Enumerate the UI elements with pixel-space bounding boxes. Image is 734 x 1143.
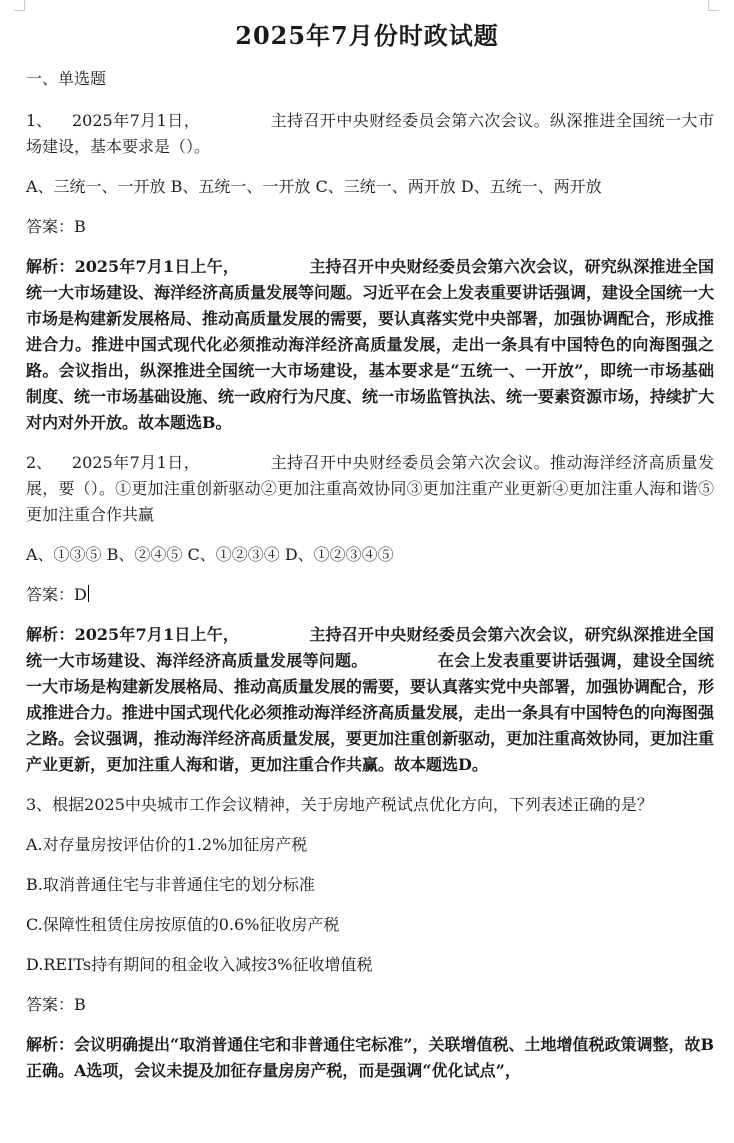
question-3-stem: 3、根据2025中央城市工作会议精神，关于房地产税试点优化方向，下列表述正确的是？ xyxy=(26,795,653,814)
question-3-option-d: D.REITs持有期间的租金收入减按3%征收增值税 xyxy=(26,955,373,974)
margin-corner-mark xyxy=(708,0,719,11)
section-heading: 一、单选题 xyxy=(26,69,107,88)
text-cursor xyxy=(88,585,89,602)
question-2-options: A、①③⑤ B、②④⑤ C、①②③④ D、①②③④⑤ xyxy=(26,545,394,564)
document-title: 2025年7月份时政试题 xyxy=(235,21,499,50)
question-1-stem: 1、 2025年7月1日， 主持召开中央财经委员会第六次会议。纵深推进全国统一大市场建设，基本要求是（）。 xyxy=(26,111,714,156)
question-3-answer: 答案：B xyxy=(26,995,86,1014)
question-2-answer: 答案：D xyxy=(26,585,87,604)
question-2-explanation: 解析：2025年7月1日上午， 主持召开中央财经委员会第六次会议，研究纵深推进全国统一大市场建设、海洋经济高质量发展等问题。 在会上发表重要讲话强调，建设全国统一大市场是构建新发展格局、推动高质量发展的需要，要认真落实党中央部署，加强协调配合，形成推进合力。推进中国式现代化必须推动海洋经济高质量发展，走出一条具有中国特色的向海图强之路。会议强调，推动海洋经济高质量发展，要更加注重创新驱动，更加注重高效协同，更加注重产业更新，更加注重人海和谐，更加注重合作共赢。故本题选D。 xyxy=(26,625,715,774)
question-1-options: A、三统一、一开放 B、五统一、一开放 C、三统一、两开放 D、五统一、两开放 xyxy=(26,177,602,196)
question-1-explanation: 解析：2025年7月1日上午， 主持召开中央财经委员会第六次会议，研究纵深推进全国统一大市场建设、海洋经济高质量发展等问题。习近平在会上发表重要讲话强调，建设全国统一大市场是构建新发展格局、推动高质量发展的需要，要认真落实党中央部署，加强协调配合，形成推进合力。推进中国式现代化必须推动海洋经济高质量发展，走出一条具有中国特色的向海图强之路。会议指出，纵深推进全国统一大市场建设，基本要求是“五统一、一开放”，即统一市场基础制度、统一市场基础设施、统一政府行为尺度、统一市场监管执法、统一要素资源市场，持续扩大对内对外开放。故本题选B。 xyxy=(26,257,715,432)
question-3-option-a: A.对存量房按评估价的1.2%加征房产税 xyxy=(26,835,308,854)
question-3-explanation: 解析：会议明确提出“取消普通住宅和非普通住宅标准”，关联增值税、土地增值税政策调整，故B正确。A选项，会议未提及加征存量房房产税，而是强调“优化试点”， xyxy=(26,1035,714,1080)
document-body[interactable] xyxy=(26,108,714,1098)
question-3-option-b: B.取消普通住宅与非普通住宅的划分标准 xyxy=(26,875,315,894)
question-1-answer: 答案：B xyxy=(26,217,86,236)
margin-corner-mark xyxy=(14,0,25,11)
question-2-stem: 2、 2025年7月1日， 主持召开中央财经委员会第六次会议。推动海洋经济高质量发展，要（）。①更加注重创新驱动②更加注重高效协同③更加注重产业更新④更加注重人海和谐⑤更加注重合作共赢 xyxy=(26,453,714,524)
question-3-option-c: C.保障性租赁住房按原值的0.6%征收房产税 xyxy=(26,915,340,934)
